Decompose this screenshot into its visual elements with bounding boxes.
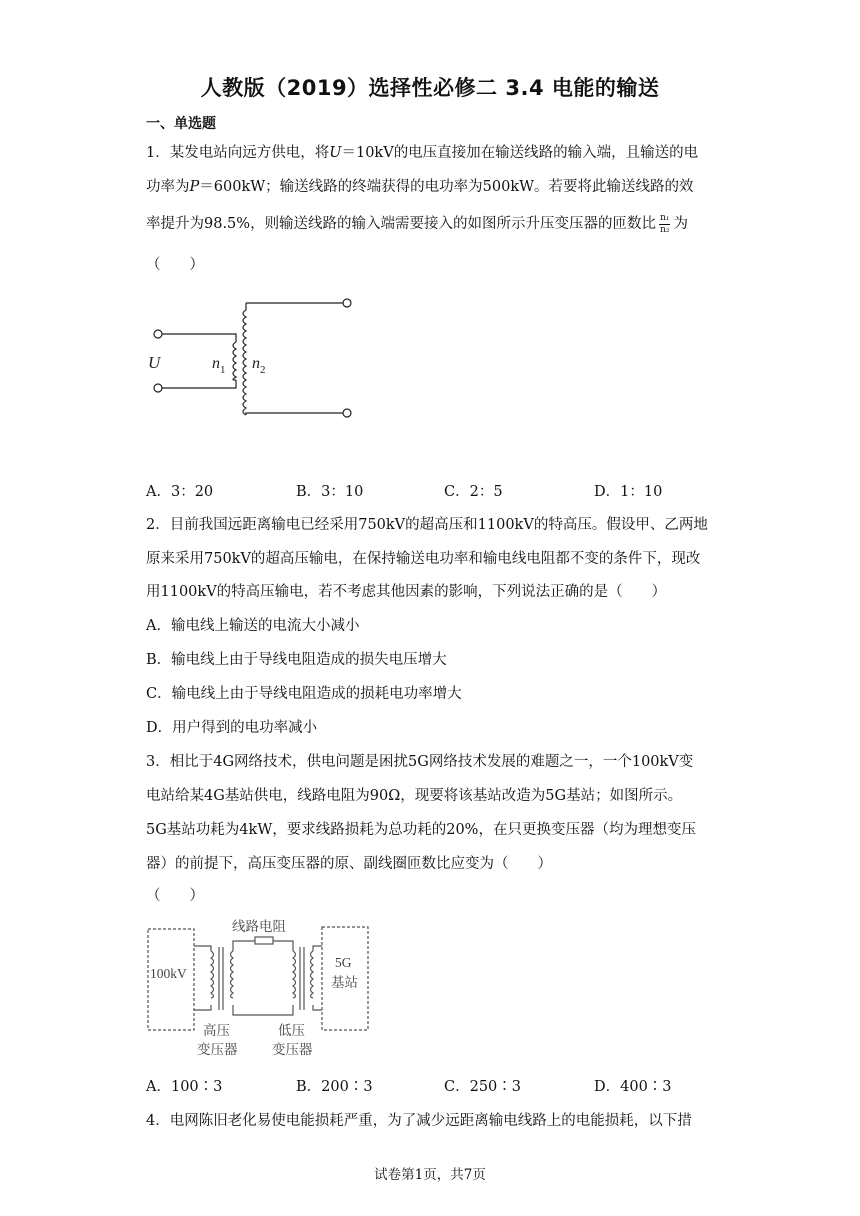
q1-text: ；输送线路的终端获得的电功率为500kW。若要将此输送线路的效 [265,179,694,195]
primary-wire-bottom [162,380,236,388]
q1-text: 1．某发电站向远方供电，将 [146,145,330,161]
q1-line-1 [146,141,716,162]
primary-wire-top [162,334,236,342]
output-terminal-top [343,299,351,307]
q3-option-d[interactable]: D．400∶3 [594,1079,672,1095]
fig-label-lv-1: 低压 [278,1023,305,1038]
q1-text: 为 [673,216,688,232]
q3-answer-paren: （ ） [146,888,204,904]
q1-line-3 [146,212,716,236]
q3-option-c[interactable]: C．250∶3 [444,1079,521,1095]
q3-line-1: 3．相比于4G网络技术，供电问题是困扰5G网络技术发展的难题之一，一个100kV变 [146,754,694,770]
q2-line-3: 用1100kV的特高压输电，若不考虑其他因素的影响，下列说法正确的是（ ） [146,584,667,600]
fig-label-n2: n [252,355,260,372]
primary-coil [233,342,236,380]
q2-option-b[interactable]: B．输电线上由于导线电阻造成的损失电压增大 [146,652,447,668]
fig-label-n2-sub: 2 [260,364,266,376]
wire [233,941,255,951]
q3-line-2: 电站给某4G基站供电，线路电阻为90Ω，现要将该基站改造为5G基站；如图所示。 [146,788,683,804]
fraction-denominator: n₂ [660,224,670,235]
q2-option-d[interactable]: D．用户得到的电功率减小 [146,720,318,736]
q1-line-2 [146,175,716,196]
q1-value: ＝10kV [341,145,394,161]
fig-label-line-resistance: 线路电阻 [232,919,286,934]
wire [313,946,322,951]
q1-text: 率提升为98.5%，则输送线路的输入端需要接入的如图所示升压变压器的匝数比 [146,216,657,232]
transformer-diagram [140,290,370,420]
q1-text: 的电压直接加在输送线路的输入端，且输送的电 [393,145,699,161]
fig-label-n1: n [212,355,220,372]
output-terminal-bottom [343,409,351,417]
fig-label-lv-2: 变压器 [272,1042,313,1057]
wire [194,1005,211,1010]
wire [194,946,211,951]
fig-label-base-2: 基站 [331,975,358,990]
q1-option-b[interactable]: B．3：10 [296,484,364,500]
page-footer: 试卷第1页，共7页 [374,1167,486,1183]
fig-label-source: 100kV [150,966,187,981]
wire [233,1005,293,1015]
page-title: 人教版（2019）选择性必修二 3.4 电能的输送 [200,76,660,100]
input-terminal-bottom [154,384,162,392]
line-resistor [255,937,273,944]
lv-secondary-coil [311,951,314,998]
q1-option-c[interactable]: C．2：5 [444,484,503,500]
q3-option-a[interactable]: A．100∶3 [146,1079,223,1095]
q2-line-1: 2．目前我国远距离输电已经采用750kV的超高压和1100kV的特高压。假设甲、乙两地 [146,517,708,533]
wire [313,1005,322,1010]
secondary-coil [243,310,246,415]
q3-line-3: 5G基站功耗为4kW，要求线路损耗为总功耗的20%，在只更换变压器（均为理想变压 [146,822,696,838]
q1-var-p: P [189,179,200,195]
turns-ratio-fraction [659,213,670,236]
q1-value: ＝600kW [199,179,266,195]
wire [273,941,293,951]
hv-secondary-coil [231,951,234,998]
q1-answer-paren: （ ） [146,257,204,273]
secondary-wire-bottom [246,413,343,415]
q1-text: 功率为 [146,179,190,195]
hv-primary-coil [211,951,214,998]
transmission-diagram [145,915,375,1060]
fig-label-n1-sub: 1 [220,364,226,376]
fraction-numerator: n₁ [660,212,670,223]
q1-var-u: U [329,145,342,161]
q2-option-a[interactable]: A．输电线上输送的电流大小减小 [146,618,360,634]
q4-line-1: 4．电网陈旧老化易使电能损耗严重，为了减少远距离输电线路上的电能损耗，以下措 [146,1113,692,1129]
input-terminal-top [154,330,162,338]
q1-option-a[interactable]: A．3：20 [146,484,214,500]
lv-primary-coil [293,951,296,998]
fig-label-hv-2: 变压器 [197,1042,238,1057]
q2-line-2: 原来采用750kV的超高压输电，在保持输送电功率和输电线电阻都不变的条件下，现改 [146,551,701,567]
q3-line-4: 器）的前提下，高压变压器的原、副线圈匝数比应变为（ ） [146,856,552,872]
q3-option-b[interactable]: B．200∶3 [296,1079,373,1095]
fig-label-hv-1: 高压 [203,1023,230,1038]
fig-label-u: U [148,353,161,372]
section-heading: 一、单选题 [146,116,216,132]
fig-label-base-1: 5G [335,955,352,970]
q1-option-d[interactable]: D．1：10 [594,484,663,500]
q2-option-c[interactable]: C．输电线上由于导线电阻造成的损耗电功率增大 [146,686,462,702]
